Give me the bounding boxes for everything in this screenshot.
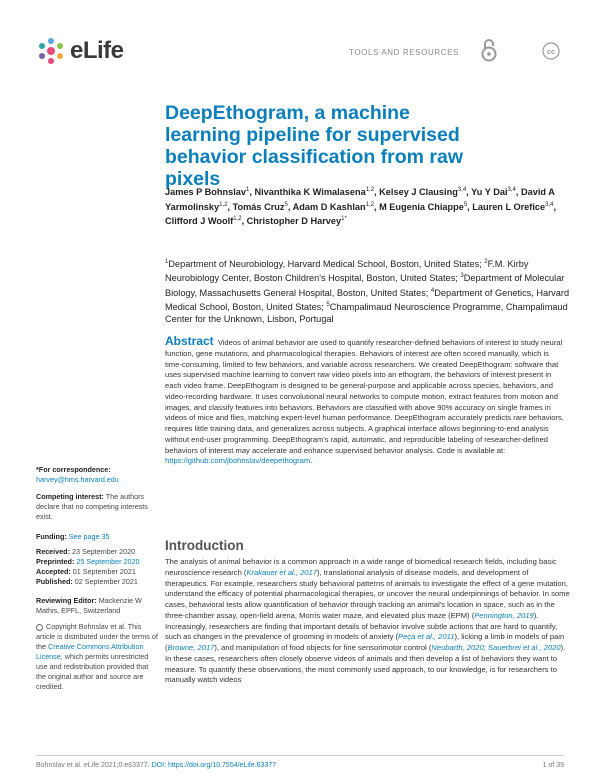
dates — [36, 547, 158, 587]
date-label: Preprinted: — [36, 557, 77, 566]
citation-link[interactable]: Peça et al., 2011 — [398, 632, 455, 642]
footer-citation-text: Bohnslav et al. eLife 2021;0:e63377. — [36, 762, 150, 769]
date-label: Accepted: — [36, 567, 73, 576]
creative-commons-icon — [542, 42, 560, 60]
author-affil-sup: 1,2 — [365, 187, 375, 193]
introduction-text — [165, 557, 571, 686]
affiliation-sup: 2 — [484, 259, 488, 265]
affiliation-sup: 5 — [326, 302, 330, 309]
date-row — [36, 547, 158, 557]
intro-text: ). Increasingly, researchers are finding that important details of behavior involve subtle actions that are hard to quantify, such as changes in the prevalence of grooming in models of anxiety ( — [165, 610, 558, 642]
affiliation-sup: 4 — [430, 287, 435, 294]
citation-link[interactable]: Browne, 2017 — [167, 643, 215, 652]
author-name[interactable]: Christopher D Harvey — [246, 216, 342, 227]
introduction-heading: Introduction — [165, 538, 244, 553]
competing-interest — [36, 492, 158, 522]
abstract-end: . — [310, 456, 313, 466]
author-name[interactable]: Clifford J Woolf — [165, 216, 234, 227]
competing-text: The authors declare that no competing interests exist. — [36, 492, 148, 521]
footer-citation — [36, 762, 276, 769]
affiliation-sup: 3 — [460, 273, 464, 280]
author-affil-sup: 1 — [246, 187, 250, 193]
footer-divider — [36, 755, 564, 756]
date-row — [36, 567, 158, 577]
date-row — [36, 577, 158, 587]
author-affil-sup: 3,4 — [545, 201, 554, 208]
author-name[interactable]: David A Yarmolinsky — [165, 187, 555, 212]
date-value: 01 September 2021 — [72, 567, 136, 576]
license-link[interactable]: Creative Commons Attribution License, — [36, 642, 144, 661]
affiliations — [165, 256, 585, 326]
affiliation-text: F.M. Kirby Neurobiology Center, Boston Children's Hospital, Boston, United States; — [165, 259, 529, 284]
date-value: 02 September 2021 — [74, 577, 138, 586]
author-affil-sup: 1,2 — [365, 201, 374, 208]
author-name[interactable]: Yu Y Dai — [471, 187, 508, 198]
elife-logo-icon — [36, 36, 66, 66]
intro-text: ). In these cases, researchers often closely observe videos of animals and then develop a list of behaviors they want to measure. To quantify these observations, the most commonly used approach, to our knowledge, is for researchers to manually watch videos — [165, 643, 566, 685]
affiliation-text: Department of Molecular Biology, Massachusetts General Hospital, Boston, United States; — [165, 273, 565, 298]
abstract-heading: Abstract — [165, 334, 214, 348]
footer-doi[interactable]: DOI: https://doi.org/10.7554/eLife.63377 — [151, 762, 277, 769]
date-label: Received: — [36, 547, 72, 556]
copyright-text-b: which permits unrestricted use and redistribution provided that the original author and source are credited. — [36, 652, 149, 691]
affiliation-text: Champalimaud Neuroscience Programme, Champalimaud Center for the Unknown, Lisbon, Portugal — [165, 302, 568, 325]
citation-link[interactable]: Krakauer et al., 2017 — [246, 567, 317, 577]
correspondence-email[interactable]: harvey@hms.harvard.edu — [36, 475, 119, 484]
funding-link[interactable]: See page 35 — [68, 532, 110, 541]
author-name[interactable]: James P Bohnslav — [165, 187, 247, 198]
intro-text: ), licking a limb in models of pain ( — [165, 632, 565, 652]
copyright-text-a: Copyright Bohnslav et al. This article is distributed under the terms of the — [36, 622, 158, 651]
article-type-label: TOOLS AND RESOURCES — [349, 48, 459, 57]
author-list: James P Bohnslav$^1$, Nivanthika K Wimalasena$^{1,2}$, Kelsey J Clausing$^{3,4}$, Yu Y Dai$^{3,4}$, David A Yarmolinsky$^{1,2}$, Tomás Cruz$^5$, Adam D Kashlan$^{1,2}$, M Eugenia Chiappe$^5$, Lauren L Orefice$^{3,4}$, Clifford J Woolf$^{1,2}$, Christopher D Harvey$^{1*}$ — [165, 187, 557, 227]
affiliation-text: Department of Genetics, Harvard Medical School, Boston, United States; — [165, 287, 570, 313]
reviewing-editor — [36, 596, 158, 616]
funding-label: Funding: — [36, 532, 67, 541]
intro-text: ), translational analysis of disease models, and development of therapeutics. For example, researchers study behavioral patterns of animals to investigate the effect of a gene mutation, understand the efficacy of potential pharmacological therapies, or uncover the neural underpinnings of behavior. In some cases, behavioral tests allow quantification of behavior through tracking an animal's location in space, such as in the three-chamber assay, open-field arena, Morris water maze, and elevated plus maze (EPM) ( — [165, 567, 570, 620]
author-name[interactable]: M Eugenia Chiappe — [379, 201, 464, 212]
citation-link[interactable]: Pennington, 2019 — [474, 610, 534, 620]
author-affil-sup: 1* — [341, 216, 347, 223]
author-affil-sup: 5 — [284, 201, 288, 208]
date-label: Published: — [36, 577, 75, 586]
author-name[interactable]: Adam D Kashlan — [292, 201, 366, 212]
affiliation-sup: 1 — [165, 259, 169, 265]
copyright-cc-icon — [36, 624, 43, 631]
elife-logo[interactable] — [36, 36, 156, 66]
affiliation-text: Department of Neurobiology, Harvard Medical School, Boston, United States; — [168, 259, 482, 270]
intro-text: The analysis of animal behavior is a common approach in a wide range of biomedical research fields, including basic neuroscience research ( — [165, 557, 557, 577]
abstract — [165, 336, 565, 467]
copyright — [36, 622, 158, 692]
open-access-icon — [480, 37, 498, 63]
author-name[interactable]: Tomás Cruz — [232, 201, 285, 212]
funding — [36, 532, 158, 542]
competing-label: Competing interest: — [36, 492, 104, 501]
author-affil-sup: 5 — [463, 201, 468, 208]
correspondence-label: *For correspondence: — [36, 465, 111, 474]
abstract-text: Videos of animal behavior are used to quantify researcher-defined behaviors of interest to study neural function, gene mutations, and pharmacological therapies. Behaviors of interest are often scored manually, which is time-consuming, limited to few behaviors, and variable across researchers. We created DeepEthogram: software that uses supervised machine learning to convert raw video pixels into an ethogram, the behaviors of interest present in each video frame. DeepEthogram is designed to be general-purpose and applicable across species, behaviors, and video-recording hardware. It uses convolutional neural networks to compute motion, extract features from motion and images, and classify features into behaviors. Behaviors are classified with above 90% accuracy on single frames in videos of mice and flies, matching expert-level human performance. DeepEthogram accurately predicts rare behaviors, requires little training data, and generalizes across subjects. A graphical interface allows beginning-to-end analysis without end-user programming. DeepEthogram's rapid, automatic, and reproducible labeling of researcher-defined behaviors of interest may accelerate and enhance supervised behavior analysis. Code is available at: — [165, 338, 564, 455]
intro-text: ), and manipulation of food objects for fine sensorimotor control ( — [214, 643, 432, 652]
date-value[interactable]: 25 September 2020 — [76, 557, 140, 566]
author-name[interactable]: Lauren L Orefice — [472, 201, 546, 212]
author-affil-sup: 1,2 — [233, 216, 242, 223]
elife-logo-text: eLife — [70, 37, 124, 64]
code-link[interactable]: https://github.com/jbohnslav/deepethogram — [165, 456, 311, 466]
correspondence — [36, 465, 158, 485]
reviewing-text: Mackenzie W Mathis, EPFL, Switzerland — [36, 596, 142, 615]
footer-page: 1 of 39 — [542, 762, 564, 769]
author-name[interactable]: Kelsey J Clausing — [379, 187, 458, 198]
citation-link[interactable]: Neubarth, 2020; Sauerbrei et al., 2020 — [431, 643, 561, 652]
author-affil-sup: 1,2 — [219, 201, 228, 208]
date-value: 23 September 2020 — [71, 547, 136, 556]
author-affil-sup: 3,4 — [507, 187, 516, 193]
svg-text:cc: cc — [547, 49, 555, 56]
reviewing-label: Reviewing Editor: — [36, 596, 97, 605]
article-title: DeepEthogram, a machine learning pipeline for supervised behavior classification from raw pixels — [165, 102, 464, 190]
author-affil-sup: 3,4 — [457, 187, 467, 193]
date-row — [36, 557, 158, 567]
author-name[interactable]: Nivanthika K Wimalasena — [254, 187, 366, 198]
